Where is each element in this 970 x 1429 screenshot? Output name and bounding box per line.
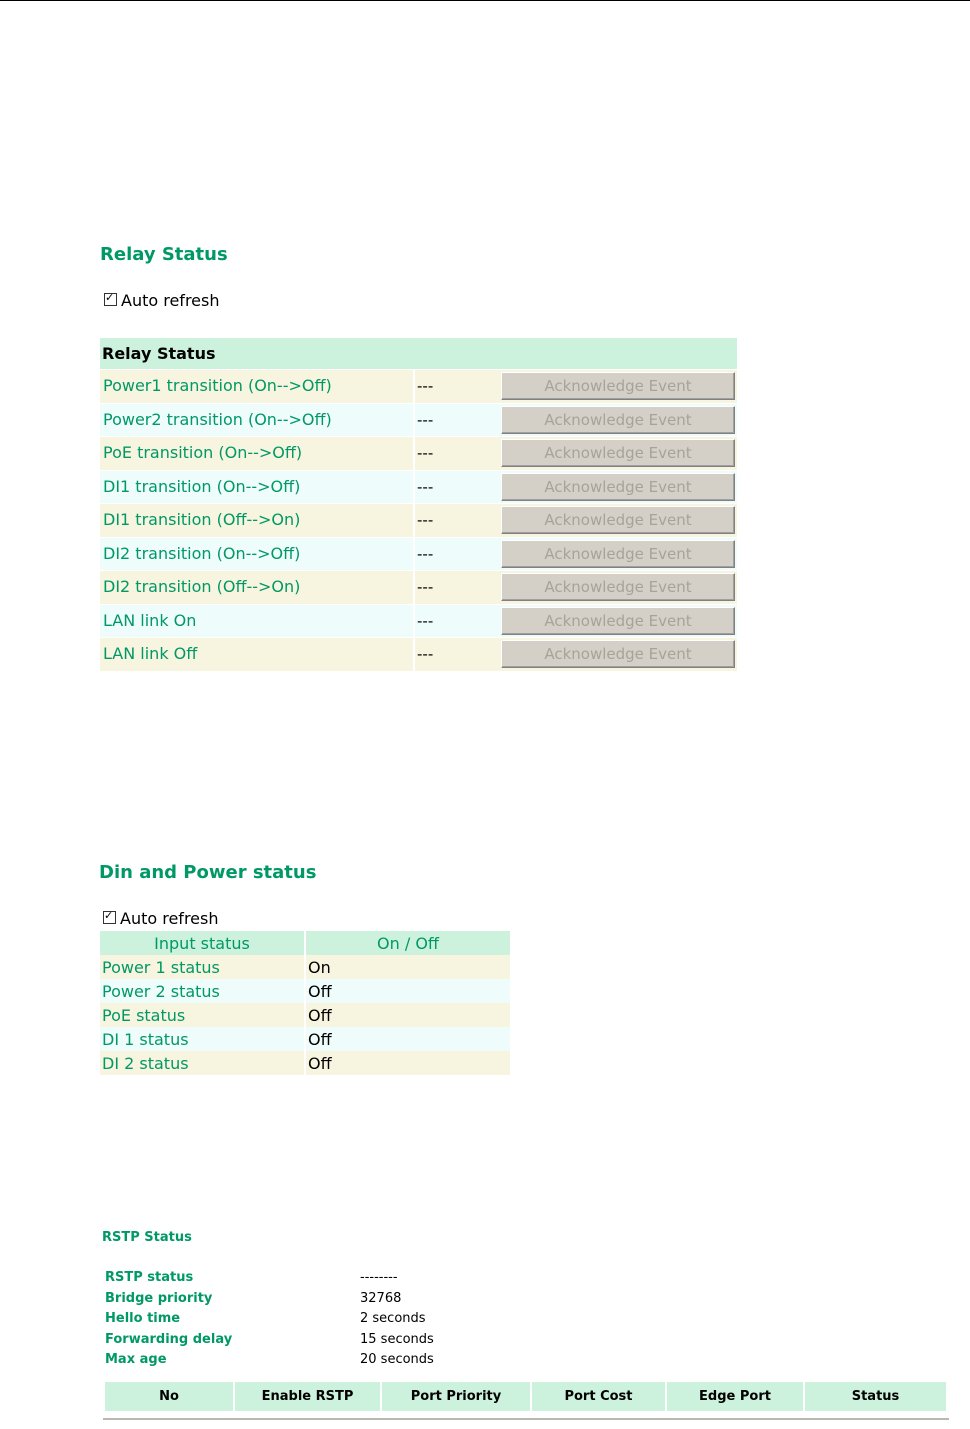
din-row-label: DI 2 status <box>100 1051 304 1075</box>
din-power-table <box>100 931 510 1075</box>
relay-row <box>100 570 737 604</box>
relay-event-value: --- <box>415 605 498 638</box>
din-row-value: On <box>306 955 510 979</box>
rstp-info-label: Bridge priority <box>105 1290 213 1306</box>
acknowledge-event-button[interactable]: Acknowledge Event <box>501 573 735 601</box>
din-auto-refresh-label: Auto refresh <box>120 909 219 928</box>
acknowledge-event-button[interactable]: Acknowledge Event <box>501 540 735 568</box>
relay-event-label: LAN link On <box>100 605 413 638</box>
relay-event-label: DI1 transition (On-->Off) <box>100 471 413 504</box>
relay-auto-refresh-checkbox[interactable] <box>104 293 117 306</box>
relay-event-value: --- <box>415 538 498 571</box>
list-item <box>105 1332 434 1353</box>
din-auto-refresh[interactable] <box>103 909 218 928</box>
top-rule <box>0 0 970 1</box>
din-row-value: Off <box>306 1003 510 1027</box>
acknowledge-event-button[interactable]: Acknowledge Event <box>501 372 735 400</box>
din-row-value: Off <box>306 1051 510 1075</box>
rstp-port-table <box>103 1382 948 1411</box>
relay-event-label: DI2 transition (Off-->On) <box>100 571 413 604</box>
acknowledge-event-button[interactable]: Acknowledge Event <box>501 506 735 534</box>
rstp-col-no: No <box>105 1382 233 1411</box>
relay-row <box>100 369 737 403</box>
acknowledge-event-button[interactable]: Acknowledge Event <box>501 640 735 668</box>
relay-auto-refresh[interactable] <box>104 291 219 310</box>
relay-event-label: DI1 transition (Off-->On) <box>100 504 413 537</box>
relay-row <box>100 403 737 437</box>
din-row-label: Power 2 status <box>100 979 304 1003</box>
rstp-col-port-priority: Port Priority <box>382 1382 530 1411</box>
din-section-title: Din and Power status <box>99 862 317 883</box>
relay-row <box>100 470 737 504</box>
list-item <box>105 1291 434 1312</box>
rstp-col-enable-rstp: Enable RSTP <box>235 1382 380 1411</box>
rstp-info-label: RSTP status <box>105 1270 194 1285</box>
relay-event-label: Power1 transition (On-->Off) <box>100 370 413 403</box>
din-row-value: Off <box>306 979 510 1003</box>
din-auto-refresh-checkbox[interactable] <box>103 911 116 924</box>
list-item <box>105 1311 434 1332</box>
acknowledge-event-button[interactable]: Acknowledge Event <box>501 406 735 434</box>
relay-row <box>100 604 737 638</box>
list-item <box>105 1270 434 1291</box>
rstp-info-value: 20 seconds <box>360 1352 434 1367</box>
relay-row <box>100 637 737 671</box>
relay-event-value: --- <box>415 504 498 537</box>
rstp-info-label: Forwarding delay <box>105 1331 233 1347</box>
relay-row <box>100 436 737 470</box>
table-row <box>100 955 510 979</box>
din-header-on-off: On / Off <box>306 931 510 955</box>
din-row-label: DI 1 status <box>100 1027 304 1051</box>
list-item <box>105 1352 434 1373</box>
acknowledge-event-button[interactable]: Acknowledge Event <box>501 607 735 635</box>
din-row-label: Power 1 status <box>100 955 304 979</box>
rstp-info-label: Max age <box>105 1352 167 1367</box>
relay-event-label: PoE transition (On-->Off) <box>100 437 413 470</box>
rstp-info-value: 32768 <box>360 1290 402 1306</box>
relay-table-header: Relay Status <box>100 338 737 369</box>
relay-event-label: Power2 transition (On-->Off) <box>100 404 413 437</box>
acknowledge-event-button[interactable]: Acknowledge Event <box>501 439 735 467</box>
table-row <box>100 1003 510 1027</box>
relay-status-table <box>100 338 737 671</box>
rstp-col-edge-port: Edge Port <box>667 1382 803 1411</box>
relay-event-value: --- <box>415 437 498 470</box>
relay-event-label: DI2 transition (On-->Off) <box>100 538 413 571</box>
relay-auto-refresh-label: Auto refresh <box>121 291 220 310</box>
relay-event-value: --- <box>415 404 498 437</box>
relay-row <box>100 537 737 571</box>
rstp-info-list <box>105 1270 434 1373</box>
table-row <box>100 1051 510 1075</box>
relay-event-value: --- <box>415 571 498 604</box>
acknowledge-event-button[interactable]: Acknowledge Event <box>501 473 735 501</box>
table-row <box>100 979 510 1003</box>
din-header-input-status: Input status <box>100 931 304 955</box>
relay-event-value: --- <box>415 370 498 403</box>
relay-event-value: --- <box>415 638 498 671</box>
din-row-label: PoE status <box>100 1003 304 1027</box>
rstp-info-value: 2 seconds <box>360 1311 426 1326</box>
relay-row <box>100 503 737 537</box>
relay-section-title: Relay Status <box>100 244 228 265</box>
table-row <box>100 1027 510 1051</box>
relay-event-value: --- <box>415 471 498 504</box>
relay-event-label: LAN link Off <box>100 638 413 671</box>
rstp-section-title: RSTP Status <box>102 1230 192 1245</box>
rstp-col-status: Status <box>805 1382 946 1411</box>
rstp-info-label: Hello time <box>105 1311 181 1326</box>
rstp-col-port-cost: Port Cost <box>532 1382 665 1411</box>
din-row-value: Off <box>306 1027 510 1051</box>
bottom-divider <box>103 1418 949 1420</box>
rstp-info-value: 15 seconds <box>360 1331 434 1347</box>
rstp-info-value: -------- <box>360 1270 398 1285</box>
